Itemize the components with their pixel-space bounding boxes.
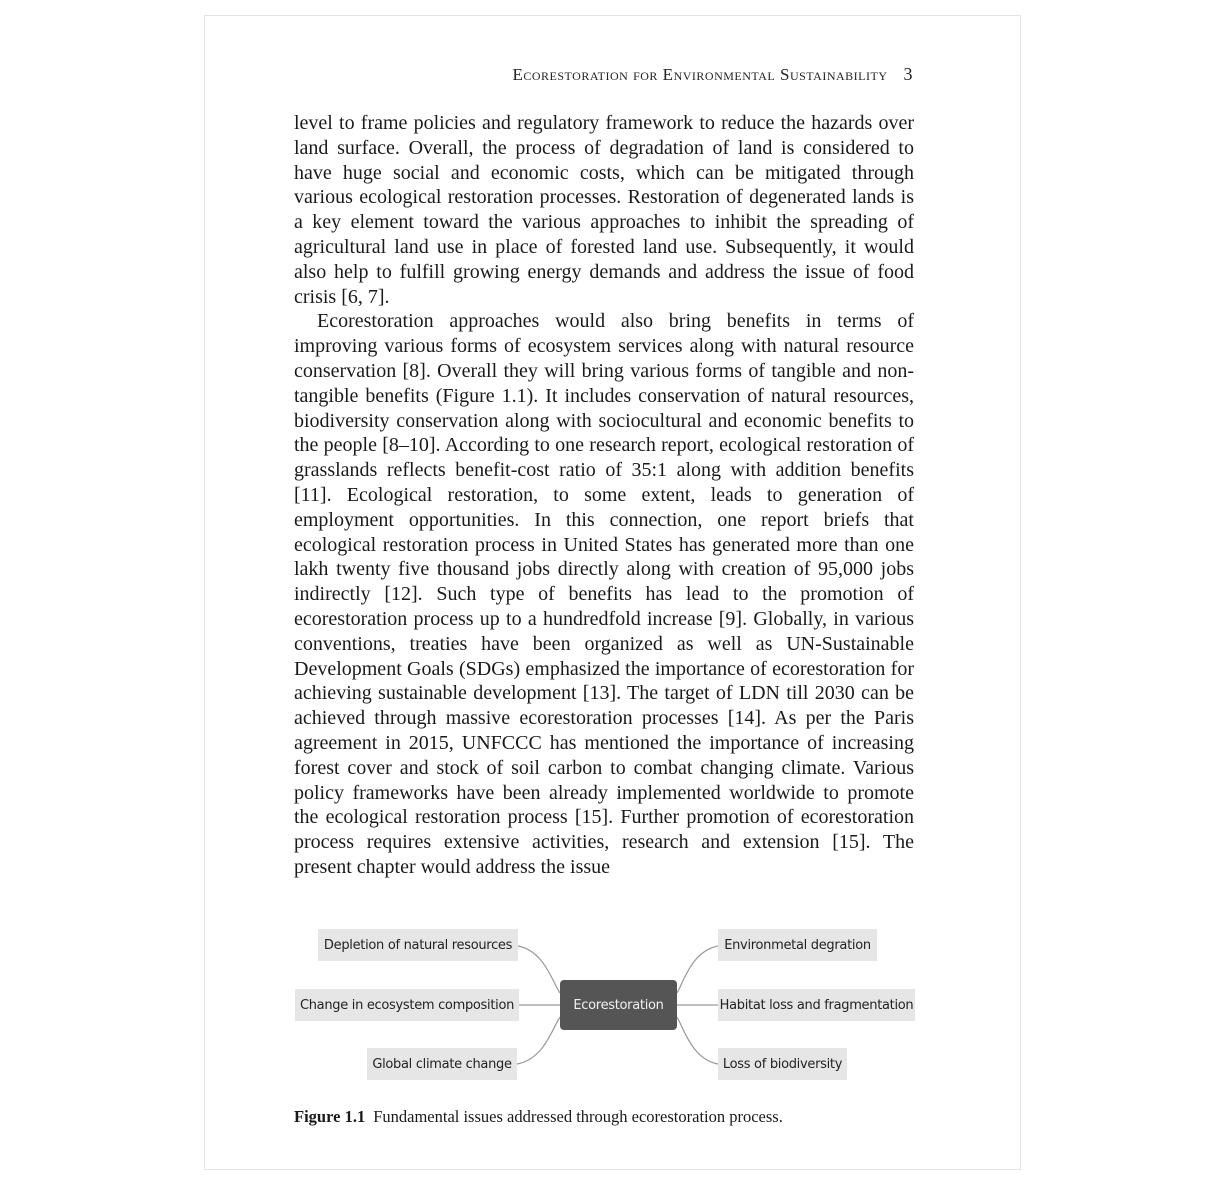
node-habitat-loss-and-fragmentation: Habitat loss and fragmentation [718,989,915,1021]
book-page [204,15,1021,1170]
node-change-in-ecosystem-composition: Change in ecosystem composition [295,989,519,1021]
connector-right-bottom [677,1017,718,1064]
caption-label: Figure 1.1 [294,1107,366,1126]
caption-text: Fundamental issues addressed through ecorestoration process. [373,1107,783,1126]
connector-left-bottom [517,1017,560,1064]
body-text [294,111,914,880]
node-depletion-of-natural-resources: Depletion of natural resources [318,929,518,961]
node-ecorestoration: Ecorestoration [560,980,677,1030]
node-global-climate-change: Global climate change [367,1048,517,1080]
figure-caption [294,1107,934,1127]
running-title: Ecorestoration for Environmental Sustainability [512,65,888,84]
page-number: 3 [903,64,913,84]
paragraph-2: Ecorestoration approaches would also bring benefits in terms of improving various forms of ecosystem services along with natural resource conservation [8]. Overall they will bring various forms of tangible and non-tangible benefits (Figure 1.1). It includes conservation of natural resources, biodiversity conservation along with sociocultural and economic benefits to the people [8–10]. According to one research report, ecological restoration of grasslands reflects benefit-cost ratio of 35:1 along with addition benefits [11]. Ecological restoration, to some extent, leads to generation of employment opportunities. In this connection, one report briefs that ecological restoration process in United States has generated more than one lakh twenty five thousand jobs directly along with creation of 95,000 jobs indirectly [12]. Such type of benefits has lead to the promotion of ecorestoration process up to a hundredfold increase [9]. Globally, in various conventions, treaties have been organized as well as UN-Sustainable Development Goals (SDGs) emphasized the importance of ecorestoration for achieving sustainable development [13]. The target of LDN till 2030 can be achieved through massive ecorestoration processes [14]. As per the Paris agreement in 2015, UNFCCC has mentioned the importance of increasing forest cover and stock of soil carbon to combat changing climate. Various policy frameworks have been already implemented worldwide to promote the ecological restoration process [15]. Further promotion of ecorestoration process requires extensive activities, research and extension [15]. The present chapter would address the issue [294,310,914,878]
figure-1-1-diagram [294,921,916,1091]
node-environmental-degradation: Environmetal degration [718,929,877,961]
connector-right-top [677,946,718,993]
paragraph-1: level to frame policies and regulatory framework to reduce the hazards over land surface. Overall, the process of degradation of land is considered to have huge social and economic costs, which can be mitigated through various ecological restoration processes. Restoration of degenerated lands is a key element toward the various approaches to inhibit the spreading of agricultural land use in place of forested land use. Subsequently, it would also help to fulfill growing energy demands and address the issue of food crisis [6, 7]. [294,112,914,308]
node-loss-of-biodiversity: Loss of biodiversity [718,1048,847,1080]
running-head [513,64,914,85]
connector-left-top [518,946,560,993]
